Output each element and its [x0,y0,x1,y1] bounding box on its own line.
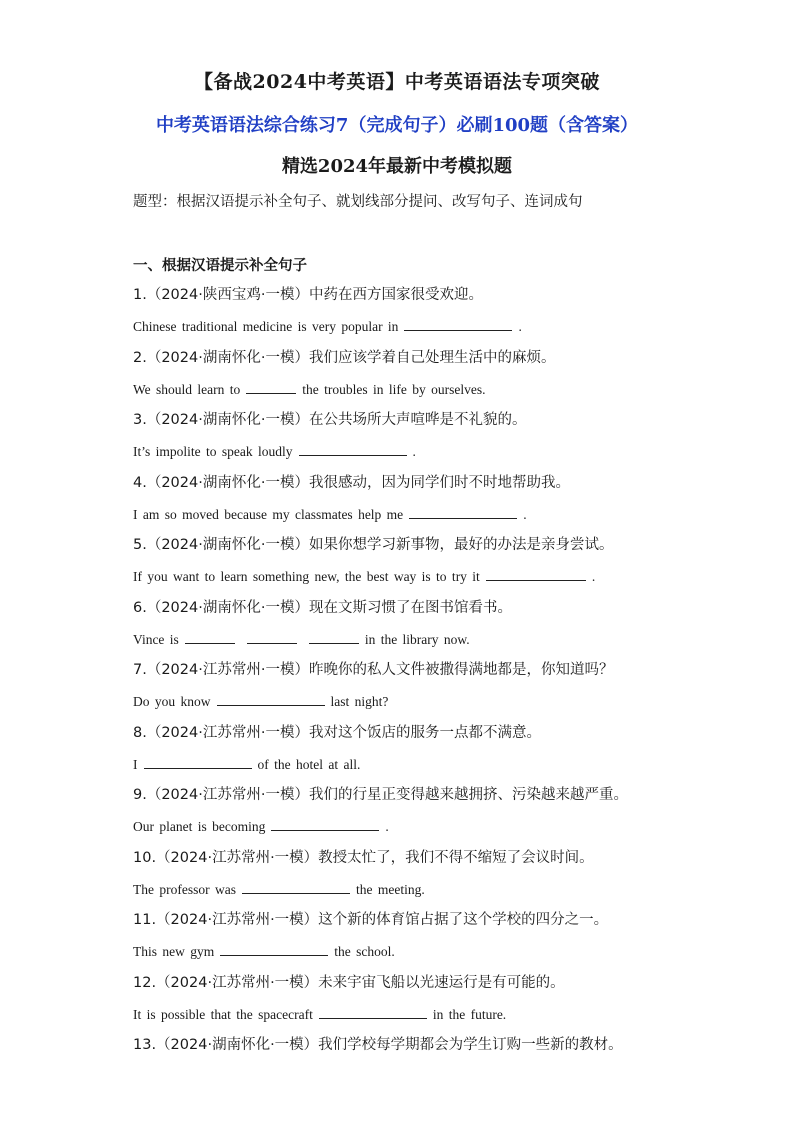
question-en: We should learn to the troubles in life by ourselves. [133,379,693,411]
question-cn: 5.（2024·湖南怀化·一模）如果你想学习新事物，最好的办法是亲身尝试。 [133,537,614,553]
question-cn: 6.（2024·湖南怀化·一模）现在文斯习惯了在图书馆看书。 [133,599,512,616]
question-cn: 13.（2024·湖南怀化·一模）我们学校每学期都会为学生订购一些新的教材。 [133,1037,623,1053]
question-en: I am so moved because my classmates help me . [133,504,693,536]
section-heading: 一、根据汉语提示补全句子 [133,258,307,274]
answer-blank[interactable] [220,941,328,956]
question-cn: 8.（2024·江苏常州·一模）我对这个饭店的服务一点都不满意。 [133,724,541,741]
question-cn: 10.（2024·江苏常州·一模）教授太忙了，我们不得不缩短了会议时间。 [133,849,594,866]
answer-blank[interactable] [247,629,297,644]
question-en: I of the hotel at all. [133,754,693,786]
answer-blank[interactable] [217,691,325,706]
question-en: Our planet is becoming . [133,816,693,848]
question-cn: 1.（2024·陕西宝鸡·一模）中药在西方国家很受欢迎。 [133,287,483,303]
answer-blank[interactable] [319,1004,427,1019]
question-types: 题型：根据汉语提示补全句子、就划线部分提问、改写句子、连词成句 [133,194,583,210]
question-cn: 12.（2024·江苏常州·一模）未来宇宙飞船以光速运行是有可能的。 [133,974,565,991]
question-cn: 11.（2024·江苏常州·一模）这个新的体育馆占据了这个学校的四分之一。 [133,912,609,928]
answer-blank[interactable] [246,379,296,394]
document-title: 【备战2024中考英语】中考英语语法专项突破 [194,71,600,93]
question-cn: 7.（2024·江苏常州·一模）昨晚你的私人文件被撒得满地都是，你知道吗？ [133,662,614,678]
question-en: The professor was the meeting. [133,879,693,911]
answer-blank[interactable] [185,629,235,644]
question-cn: 3.（2024·湖南怀化·一模）在公共场所大声喧哗是不礼貌的。 [133,412,527,428]
answer-blank[interactable] [271,816,379,831]
question-en: Vince is in the library now. [133,629,693,661]
question-en: It is possible that the spacecraft in the future. [133,1004,693,1036]
answer-blank[interactable] [299,441,407,456]
question-en: This new gym the school. [133,941,693,973]
answer-blank[interactable] [242,879,350,894]
question-list [133,285,693,1066]
question-en: Chinese traditional medicine is very popular in . [133,316,693,348]
answer-blank[interactable] [404,316,512,331]
selection-note: 精选2024年最新中考模拟题 [281,156,513,177]
answer-blank[interactable] [486,566,586,581]
question-en: Do you know last night? [133,691,693,723]
question-en: It’s impolite to speak loudly . [133,441,693,473]
answer-blank[interactable] [309,629,359,644]
answer-blank[interactable] [144,754,252,769]
question-en: If you want to learn something new, the best way is to try it . [133,566,693,598]
question-cn: 9.（2024·江苏常州·一模）我们的行星正变得越来越拥挤、污染越来越严重。 [133,787,628,803]
question-cn: 4.（2024·湖南怀化·一模）我很感动，因为同学们时不时地帮助我。 [133,474,570,491]
document-subtitle: 中考英语语法综合练习7（完成句子）必刷100题（含答案） [155,115,639,136]
answer-blank[interactable] [409,504,517,519]
question-cn: 2.（2024·湖南怀化·一模）我们应该学着自己处理生活中的麻烦。 [133,349,556,366]
